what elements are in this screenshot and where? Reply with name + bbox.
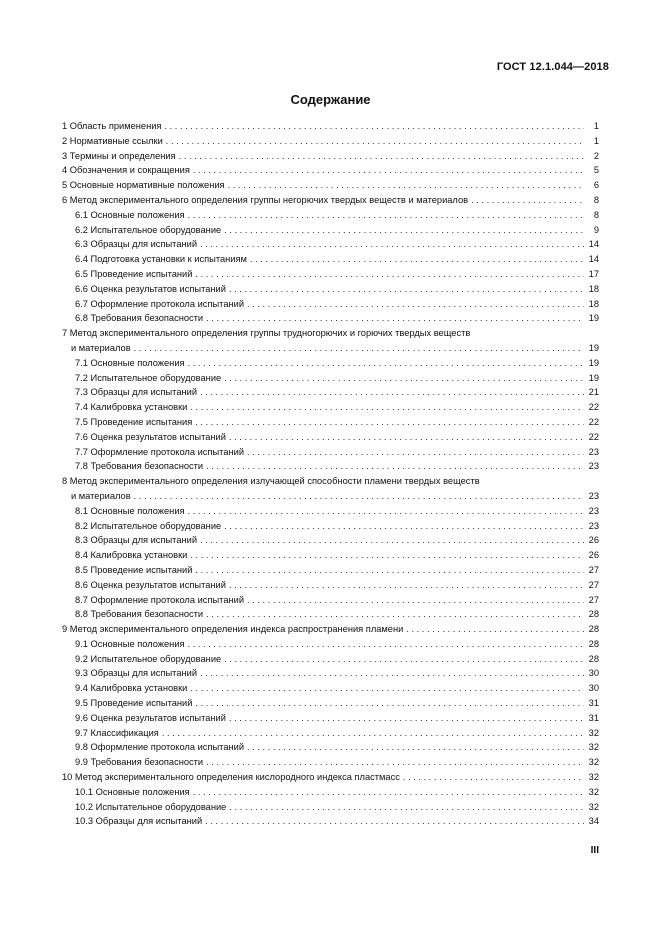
- toc-entry[interactable]: [62, 134, 599, 149]
- toc-entry-label: 10.1 Основные положения: [75, 786, 190, 797]
- toc-entry[interactable]: [62, 770, 599, 785]
- toc-entry-page: 5: [593, 165, 599, 176]
- toc-entry[interactable]: [62, 652, 599, 667]
- toc-entry[interactable]: [62, 208, 599, 223]
- toc-entry-label: 8.2 Испытательное оборудование: [75, 520, 222, 531]
- toc-entry[interactable]: [62, 415, 599, 430]
- toc-entry-page: 17: [588, 268, 599, 279]
- toc-leader-dots: [188, 208, 584, 223]
- toc-entry-page: 32: [588, 742, 599, 753]
- toc-entry-page: 18: [588, 298, 599, 309]
- toc-leader-dots: [228, 178, 584, 193]
- toc-entry-page: 1: [593, 121, 599, 131]
- toc-leader-dots: [166, 134, 584, 149]
- toc-entry-page: 19: [588, 342, 599, 353]
- toc-entry-page: 8: [593, 194, 599, 205]
- toc-leader-dots: [471, 193, 584, 208]
- toc-leader-dots: [195, 696, 584, 711]
- toc-leader-dots: [193, 785, 584, 800]
- toc-entry-label: 6.5 Проведение испытаний: [75, 268, 193, 279]
- toc-leader-dots: [206, 755, 584, 770]
- toc-entry-page: 9: [593, 224, 599, 235]
- toc-entry-label: 6.7 Оформление протокола испытаний: [75, 298, 245, 309]
- toc-leader-dots: [224, 519, 584, 534]
- toc-entry[interactable]: [62, 519, 599, 534]
- toc-entry[interactable]: [62, 282, 599, 297]
- toc-entry-page: 23: [588, 461, 599, 472]
- toc-entry-label: 9.8 Оформление протокола испытаний: [75, 742, 245, 753]
- toc-entry-label: 8.7 Оформление протокола испытаний: [75, 594, 245, 605]
- toc-entry-page: 19: [588, 313, 599, 324]
- toc-entry[interactable]: [62, 119, 599, 134]
- toc-entry[interactable]: [62, 548, 599, 563]
- toc-leader-dots: [229, 711, 584, 726]
- toc-entry-label: 9.2 Испытательное оборудование: [75, 653, 222, 664]
- toc-entry[interactable]: [62, 578, 599, 593]
- toc-entry-label: 8.1 Основные положения: [75, 505, 185, 516]
- toc-entry-label: 7.5 Проведение испытания: [75, 416, 193, 427]
- toc-entry[interactable]: [62, 785, 599, 800]
- toc-entry[interactable]: [62, 193, 599, 208]
- toc-entry-page: 26: [588, 550, 599, 561]
- toc-entry[interactable]: [62, 533, 599, 548]
- toc-entry-label: 8.8 Требования безопасности: [75, 609, 204, 620]
- toc-entry-page: 26: [588, 535, 599, 546]
- toc-leader-dots: [195, 415, 584, 430]
- toc-leader-dots: [247, 593, 584, 608]
- toc-leader-dots: [229, 282, 584, 297]
- toc-entry[interactable]: [62, 711, 599, 726]
- toc-entry-label: 9.6 Оценка результатов испытаний: [75, 712, 226, 723]
- toc-leader-dots: [200, 666, 584, 681]
- toc-entry-label: 8.5 Проведение испытаний: [75, 564, 193, 575]
- toc-entry-label: 9.1 Основные положения: [75, 638, 185, 649]
- toc-entry-label: 7.1 Основные положения: [75, 357, 185, 368]
- toc-entry-page: 14: [588, 239, 599, 250]
- page-number: III: [590, 845, 599, 856]
- toc-entry-label: 7 Метод экспериментального определения группы трудногорючих и горючих твердых веществ: [62, 328, 471, 339]
- toc-entry-label: 6.6 Оценка результатов испытаний: [75, 283, 226, 294]
- toc-entry-label: 7.6 Оценка результатов испытаний: [75, 431, 226, 442]
- toc-entry-label: 10.3 Образцы для испытаний: [75, 816, 203, 827]
- toc-entry-page: 32: [588, 727, 599, 738]
- toc-entry[interactable]: [62, 666, 599, 681]
- toc-entry-page: 23: [588, 490, 599, 501]
- toc-entry[interactable]: [62, 755, 599, 770]
- toc-entry-page: 31: [588, 698, 599, 709]
- toc-entry-page: 21: [588, 387, 599, 398]
- toc-entry[interactable]: [62, 430, 599, 445]
- toc-entry[interactable]: [62, 371, 599, 386]
- toc-entry[interactable]: [62, 149, 599, 164]
- toc-leader-dots: [224, 652, 584, 667]
- toc-entry-page: 14: [588, 254, 599, 265]
- toc-entry[interactable]: [62, 223, 599, 238]
- toc-leader-dots: [190, 548, 584, 563]
- toc-entry[interactable]: [62, 297, 599, 312]
- toc-entry-label: 3 Термины и определения: [62, 150, 176, 161]
- toc-leader-dots: [179, 149, 584, 164]
- toc-leader-dots: [200, 385, 584, 400]
- toc-entry-page: 32: [588, 801, 599, 812]
- toc-leader-dots: [188, 637, 584, 652]
- toc-entry[interactable]: [62, 445, 599, 460]
- page-title: Содержание: [290, 92, 371, 107]
- toc-entry-label: 6.4 Подготовка установки к испытаниям: [75, 254, 247, 265]
- toc-leader-dots: [162, 726, 584, 741]
- toc-entry-label: 7.7 Оформление протокола испытаний: [75, 446, 245, 457]
- toc-entry[interactable]: [62, 356, 599, 371]
- toc-entry-page: 19: [588, 372, 599, 383]
- toc-entry-page: 22: [588, 402, 599, 413]
- toc-entry-label: и материалов: [71, 342, 131, 353]
- toc-entry[interactable]: [62, 563, 599, 578]
- toc-entry-page: 27: [588, 579, 599, 590]
- toc-entry-page: 28: [588, 653, 599, 664]
- toc-entry[interactable]: [62, 622, 599, 637]
- toc-leader-dots: [188, 356, 584, 371]
- toc-entry-label: 4 Обозначения и сокращения: [62, 165, 190, 176]
- toc-entry[interactable]: [62, 267, 599, 282]
- toc-entry-page: 23: [588, 505, 599, 516]
- toc-entry[interactable]: [62, 814, 599, 829]
- toc-entry[interactable]: [62, 637, 599, 652]
- toc-entry[interactable]: [62, 726, 599, 741]
- toc-entry-label: 7.8 Требования безопасности: [75, 461, 204, 472]
- toc-entry-page: 28: [588, 638, 599, 649]
- toc-entry[interactable]: [62, 178, 599, 193]
- toc-entry[interactable]: [62, 800, 599, 815]
- toc-leader-dots: [224, 371, 584, 386]
- toc-entry-label: 9.4 Калибровка установки: [75, 683, 188, 694]
- toc-entry-page: 28: [588, 624, 599, 635]
- toc-leader-dots: [247, 297, 584, 312]
- table-of-contents: [62, 119, 599, 829]
- toc-leader-dots: [250, 252, 584, 267]
- document-code: ГОСТ 12.1.044—2018: [496, 61, 609, 73]
- toc-entry[interactable]: [62, 593, 599, 608]
- toc-leader-dots: [188, 504, 584, 519]
- toc-leader-dots: [247, 445, 584, 460]
- toc-leader-dots: [195, 267, 584, 282]
- toc-entry-page: 18: [588, 283, 599, 294]
- toc-entry[interactable]: [62, 311, 599, 326]
- toc-leader-dots: [134, 341, 584, 356]
- toc-leader-dots: [164, 119, 584, 134]
- toc-leader-dots: [134, 489, 584, 504]
- toc-leader-dots: [403, 770, 584, 785]
- toc-entry-label: и материалов: [71, 490, 131, 501]
- toc-leader-dots: [224, 223, 584, 238]
- toc-leader-dots: [406, 622, 584, 637]
- toc-entry-page: 32: [588, 757, 599, 768]
- toc-entry[interactable]: [62, 504, 599, 519]
- toc-entry[interactable]: [62, 489, 599, 504]
- toc-entry-page: 34: [588, 816, 599, 827]
- toc-entry-page: 23: [588, 446, 599, 457]
- toc-entry-label: 5 Основные нормативные положения: [62, 180, 225, 191]
- toc-entry[interactable]: [62, 341, 599, 356]
- toc-leader-dots: [206, 459, 584, 474]
- toc-entry-label: 6.3 Образцы для испытаний: [75, 239, 198, 250]
- toc-entry[interactable]: [62, 459, 599, 474]
- toc-leader-dots: [229, 800, 584, 815]
- toc-entry-label: 8.6 Оценка результатов испытаний: [75, 579, 226, 590]
- toc-entry-page: 30: [588, 683, 599, 694]
- toc-entry-label: 7.4 Калибровка установки: [75, 402, 188, 413]
- toc-entry[interactable]: [62, 385, 599, 400]
- toc-entry[interactable]: [62, 163, 599, 178]
- toc-leader-dots: [190, 681, 584, 696]
- toc-entry-label: 7.3 Образцы для испытаний: [75, 387, 198, 398]
- toc-entry-label: 6 Метод экспериментального определения группы негорючих твердых веществ и материалов: [62, 194, 469, 205]
- toc-leader-dots: [247, 740, 584, 755]
- toc-entry-page: 6: [593, 180, 599, 191]
- toc-leader-dots: [229, 430, 584, 445]
- toc-entry[interactable]: [62, 696, 599, 711]
- toc-leader-dots: [206, 607, 584, 622]
- toc-entry-label: 8.4 Калибровка установки: [75, 550, 188, 561]
- toc-entry-label: 6.1 Основные положения: [75, 209, 185, 220]
- toc-entry[interactable]: [62, 400, 599, 415]
- toc-entry-label: 9.7 Классификация: [75, 727, 159, 738]
- toc-leader-dots: [229, 578, 584, 593]
- toc-entry-label: 9 Метод экспериментального определения индекса распространения пламени: [62, 624, 404, 635]
- toc-entry-page: 31: [588, 712, 599, 723]
- toc-leader-dots: [206, 311, 584, 326]
- toc-entry-page: 27: [588, 564, 599, 575]
- toc-leader-dots: [205, 814, 584, 829]
- toc-entry-label: 1 Область применения: [62, 121, 162, 131]
- toc-entry-page: 30: [588, 668, 599, 679]
- toc-entry-page: 23: [588, 520, 599, 531]
- toc-entry-label: 10.2 Испытательное оборудование: [75, 801, 227, 812]
- toc-entry-label: 9.5 Проведение испытаний: [75, 698, 193, 709]
- toc-entry-page: 22: [588, 416, 599, 427]
- toc-entry[interactable]: [62, 326, 599, 341]
- toc-entry-page: 1: [593, 135, 599, 146]
- toc-entry-page: 27: [588, 594, 599, 605]
- toc-leader-dots: [200, 533, 584, 548]
- toc-entry-label: 6.8 Требования безопасности: [75, 313, 204, 324]
- toc-leader-dots: [190, 400, 584, 415]
- toc-entry-page: 8: [593, 209, 599, 220]
- toc-entry-label: 10 Метод экспериментального определения кислородного индекса пластмасс: [62, 772, 400, 783]
- toc-entry-page: 19: [588, 357, 599, 368]
- toc-leader-dots: [193, 163, 584, 178]
- toc-leader-dots: [195, 563, 584, 578]
- toc-entry[interactable]: [62, 252, 599, 267]
- toc-entry-page: 22: [588, 431, 599, 442]
- toc-entry-page: 32: [588, 772, 599, 783]
- toc-entry-page: 2: [593, 150, 599, 161]
- toc-entry[interactable]: [62, 474, 599, 489]
- toc-entry[interactable]: [62, 607, 599, 622]
- toc-entry-label: 9.3 Образцы для испытаний: [75, 668, 198, 679]
- toc-entry-label: 7.2 Испытательное оборудование: [75, 372, 222, 383]
- toc-entry-label: 2 Нормативные ссылки: [62, 135, 163, 146]
- toc-entry-label: 9.9 Требования безопасности: [75, 757, 204, 768]
- toc-entry-label: 8 Метод экспериментального определения излучающей способности пламени твердых веществ: [62, 476, 480, 487]
- toc-entry[interactable]: [62, 740, 599, 755]
- toc-entry-label: 8.3 Образцы для испытаний: [75, 535, 198, 546]
- toc-entry-page: 32: [588, 786, 599, 797]
- toc-leader-dots: [200, 237, 584, 252]
- toc-entry[interactable]: [62, 237, 599, 252]
- toc-entry[interactable]: [62, 681, 599, 696]
- toc-entry-page: 28: [588, 609, 599, 620]
- toc-entry-label: 6.2 Испытательное оборудование: [75, 224, 222, 235]
